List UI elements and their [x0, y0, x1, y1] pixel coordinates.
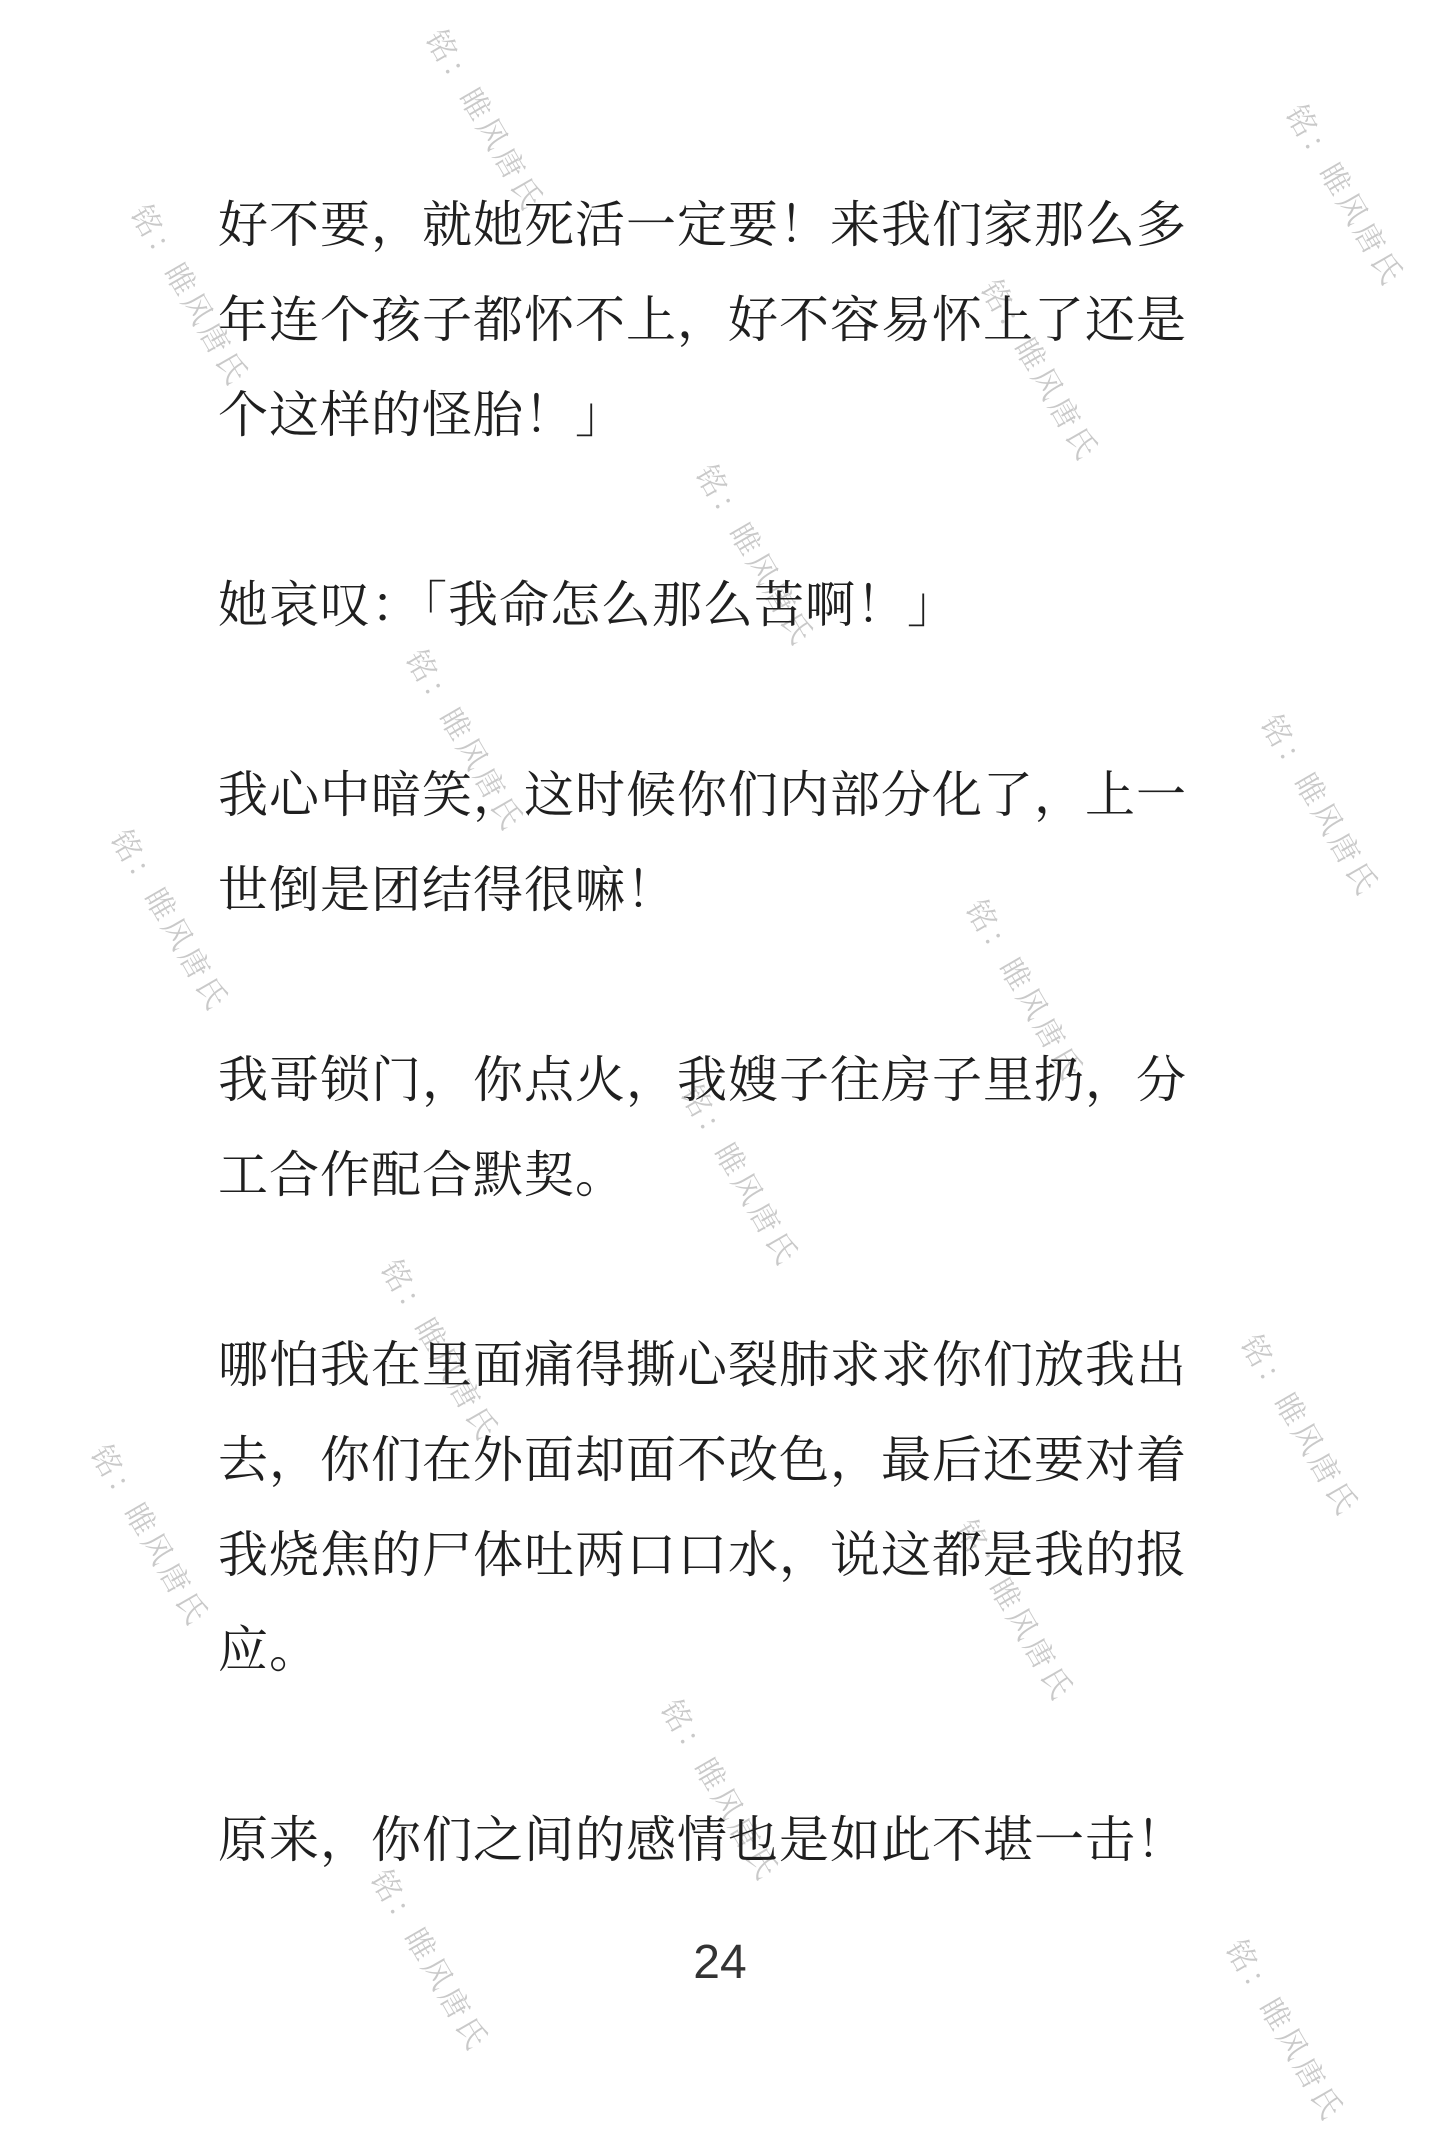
page-number: 24 — [693, 1936, 747, 1989]
article-body — [218, 178, 1228, 1888]
watermark: 铭：睢风唐氏 — [1252, 709, 1386, 904]
watermark: 铭：睢风唐氏 — [1217, 1934, 1351, 2129]
watermark: 铭：睢风唐氏 — [82, 1439, 216, 1634]
watermark: 铭：睢风唐氏 — [687, 459, 821, 654]
watermark: 铭：睢风唐氏 — [102, 824, 236, 1019]
watermark: 铭：睢风唐氏 — [972, 274, 1106, 469]
paragraph: 她哀叹：「我命怎么那么苦啊！」 — [218, 576, 958, 634]
watermark: 铭：睢风唐氏 — [1232, 1329, 1366, 1524]
watermark: 铭：睢风唐氏 — [1277, 99, 1411, 294]
watermark: 铭：睢风唐氏 — [652, 1694, 786, 1889]
watermark: 铭：睢风唐氏 — [362, 1864, 496, 2059]
paragraph: 原来，你们之间的感情也是如此不堪一击！ — [218, 1811, 1187, 1869]
watermark: 铭：睢风唐氏 — [122, 199, 256, 394]
watermark: 铭：睢风唐氏 — [672, 1079, 806, 1274]
paragraph: 我哥锁门，你点火，我嫂子往房子里扔，分工合作配合默契。 — [218, 1051, 1187, 1204]
watermark: 铭：睢风唐氏 — [957, 894, 1091, 1089]
paragraph: 好不要，就她死活一定要！来我们家那么多年连个孩子都怀不上，好不容易怀上了还是个这样的怪胎！」 — [218, 196, 1187, 444]
watermark: 铭：睢风唐氏 — [947, 1514, 1081, 1709]
watermark: 铭：睢风唐氏 — [372, 1254, 506, 1449]
paragraph: 我心中暗笑，这时候你们内部分化了，上一世倒是团结得很嘛！ — [218, 766, 1187, 919]
watermark: 铭：睢风唐氏 — [397, 644, 531, 839]
watermark: 铭：睢风唐氏 — [417, 24, 551, 219]
paragraph: 哪怕我在里面痛得撕心裂肺求求你们放我出去，你们在外面却面不改色，最后还要对着我烧焦的尸体吐两口口水，说这都是我的报应。 — [218, 1336, 1187, 1679]
